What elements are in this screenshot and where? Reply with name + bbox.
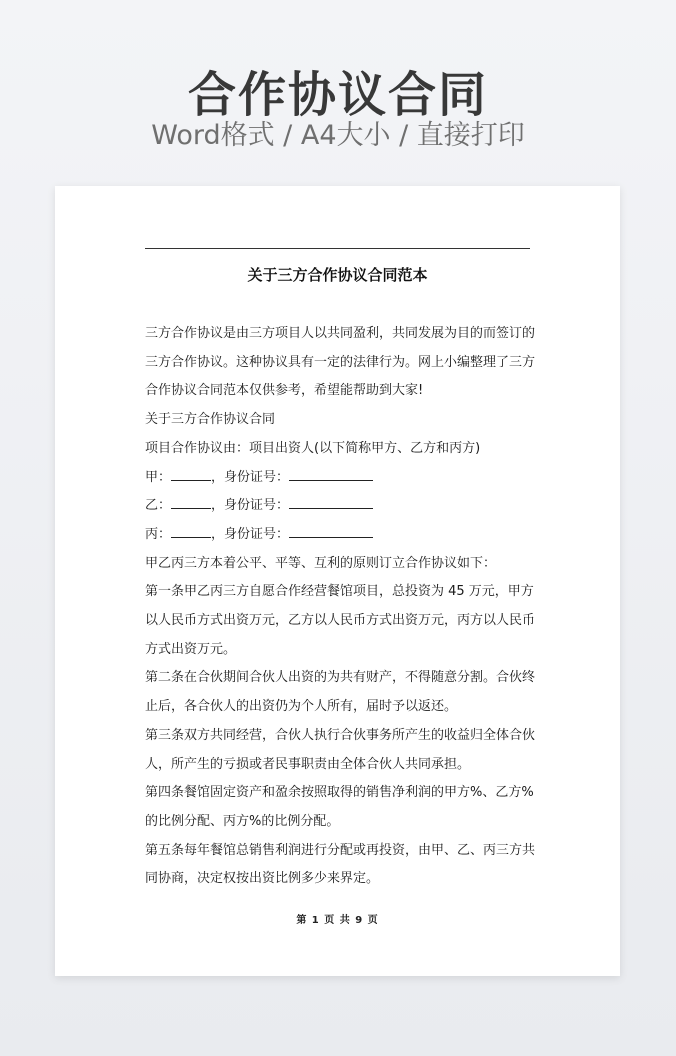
party-row-jia [145, 464, 535, 493]
article-5: 第五条每年餐馆总销售利润进行分配或再投资，由甲、乙、丙三方共同协商，决定权按出资比例多少来界定。 [145, 842, 536, 887]
party-label: 丙： [145, 526, 172, 542]
page-number: 第 1 页 共 9 页 [296, 915, 379, 926]
name-blank [171, 523, 211, 538]
banner-title: 合作协议合同 [187, 67, 488, 123]
party-row-bing [145, 521, 535, 550]
header-rule [145, 248, 530, 249]
name-blank [171, 466, 211, 481]
id-blank [289, 466, 373, 481]
document-page [55, 186, 620, 976]
party-label: 乙： [145, 498, 172, 514]
article-4: 第四条餐馆固定资产和盈余按照取得的销售净利润的甲方%、乙方%的比例分配、丙方%的比例分配。 [145, 785, 534, 829]
party-row-yi [145, 492, 535, 521]
article-1: 第一条甲乙丙三方自愿合作经营餐馆项目，总投资为 45 万元，甲方以人民币方式出资万元，乙方以人民币方式出资万元，丙方以人民币方式出资万元。 [145, 584, 536, 657]
section-heading: 关于三方合作协议合同 [145, 412, 276, 428]
document-title: 关于三方合作协议合同范本 [247, 266, 428, 284]
id-label: ，身份证号： [211, 469, 290, 485]
id-label: ，身份证号： [211, 498, 290, 514]
name-blank [171, 494, 211, 509]
banner-subtitle: Word格式 / A4大小 / 直接打印 [151, 120, 525, 151]
document-body [145, 320, 535, 894]
id-blank [289, 523, 373, 538]
id-blank [289, 494, 373, 509]
article-3: 第三条双方共同经营，合伙人执行合伙事务所产生的收益归全体合伙人，所产生的亏损或者民事职责由全体合伙人共同承担。 [145, 727, 536, 772]
party-label: 甲： [145, 469, 172, 485]
intro-paragraph: 三方合作协议是由三方项目人以共同盈利，共同发展为目的而签订的三方合作协议。这种协议具有一定的法律行为。网上小编整理了三方合作协议合同范本仅供参考，希望能帮助到大家! [145, 326, 536, 399]
parties-intro: 项目合作协议由：项目出资人(以下简称甲方、乙方和丙方) [145, 440, 481, 456]
id-label: ，身份证号： [211, 526, 290, 542]
principle-paragraph: 甲乙丙三方本着公平、平等、互利的原则订立合作协议如下： [145, 555, 497, 571]
banner [0, 0, 676, 180]
article-2: 第二条在合伙期间合伙人出资的为共有财产，不得随意分割。合伙终止后，各合伙人的出资仍为个人所有，届时予以返还。 [145, 670, 536, 715]
